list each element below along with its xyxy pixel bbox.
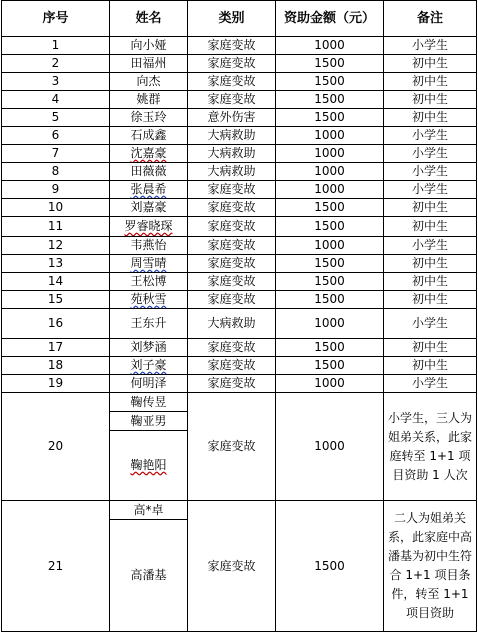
table-row (2, 37, 477, 55)
cell-no: 6 (2, 127, 110, 145)
cell-category: 家庭变故 (188, 273, 276, 291)
table-row (2, 127, 477, 145)
cell-no: 3 (2, 73, 110, 91)
cell-category: 家庭变故 (188, 339, 276, 357)
cell-name: 高潘基 (110, 520, 188, 632)
cell-amount: 1500 (276, 273, 384, 291)
cell-name: 王东升 (110, 309, 188, 339)
cell-amount: 1000 (276, 163, 384, 181)
cell-note: 小学生 (384, 127, 477, 145)
cell-no: 12 (2, 237, 110, 255)
table-row (2, 273, 477, 291)
cell-note: 初中生 (384, 339, 477, 357)
header-name: 姓名 (110, 1, 188, 37)
cell-no: 15 (2, 291, 110, 309)
name-text: 刘子豪 (130, 358, 167, 372)
cell-name: 高*卓 (110, 501, 188, 520)
table-row (2, 181, 477, 199)
cell-category: 大病救助 (188, 145, 276, 163)
cell-name: 徐玉玲 (110, 109, 188, 127)
cell-no: 8 (2, 163, 110, 181)
cell-note: 小学生 (384, 181, 477, 199)
cell-amount: 1500 (276, 255, 384, 273)
cell-name (110, 217, 188, 237)
cell-no: 4 (2, 91, 110, 109)
cell-note: 小学生 (384, 375, 477, 393)
cell-note: 初中生 (384, 73, 477, 91)
cell-name: 何明泽 (110, 375, 188, 393)
cell-no: 10 (2, 199, 110, 217)
cell-amount: 1500 (276, 109, 384, 127)
header-category: 类别 (188, 1, 276, 37)
cell-amount: 1000 (276, 181, 384, 199)
cell-no: 18 (2, 357, 110, 375)
cell-category: 意外伤害 (188, 109, 276, 127)
cell-name (110, 431, 188, 501)
cell-no: 14 (2, 273, 110, 291)
cell-amount: 1500 (276, 91, 384, 109)
cell-name: 鞠传昱 (110, 393, 188, 412)
cell-name: 王松博 (110, 273, 188, 291)
cell-note: 初中生 (384, 199, 477, 217)
cell-note: 小学生，三人为姐弟关系，此家庭转至 1+1 项目资助 1 人次 (384, 393, 477, 501)
cell-amount: 1000 (276, 127, 384, 145)
cell-category: 家庭变故 (188, 181, 276, 199)
cell-category: 家庭变故 (188, 55, 276, 73)
cell-name: 刘梦涵 (110, 339, 188, 357)
cell-note: 初中生 (384, 217, 477, 237)
cell-no: 2 (2, 55, 110, 73)
cell-category: 家庭变故 (188, 291, 276, 309)
table-row (2, 339, 477, 357)
cell-amount: 1000 (276, 145, 384, 163)
table-row (2, 375, 477, 393)
cell-name (110, 145, 188, 163)
cell-amount: 1500 (276, 339, 384, 357)
cell-name: 姚群 (110, 91, 188, 109)
cell-no: 9 (2, 181, 110, 199)
table-row (2, 255, 477, 273)
cell-note: 小学生 (384, 309, 477, 339)
header-row (2, 1, 477, 37)
cell-note: 初中生 (384, 109, 477, 127)
table-row-group-21 (2, 501, 477, 520)
cell-category: 家庭变故 (188, 501, 276, 632)
aid-table (1, 0, 477, 632)
cell-note: 小学生 (384, 237, 477, 255)
table-row (2, 145, 477, 163)
table-row (2, 357, 477, 375)
cell-category: 家庭变故 (188, 375, 276, 393)
table-row (2, 163, 477, 181)
cell-category: 大病救助 (188, 163, 276, 181)
table-row (2, 309, 477, 339)
cell-name: 向杰 (110, 73, 188, 91)
name-text: 张晨希 (130, 182, 167, 196)
cell-no: 19 (2, 375, 110, 393)
cell-category: 大病救助 (188, 309, 276, 339)
cell-category: 家庭变故 (188, 91, 276, 109)
cell-amount: 1500 (276, 357, 384, 375)
cell-name: 田福州 (110, 55, 188, 73)
cell-amount: 1000 (276, 375, 384, 393)
cell-name: 田薇薇 (110, 163, 188, 181)
table-row (2, 73, 477, 91)
cell-note: 小学生 (384, 145, 477, 163)
cell-amount: 1000 (276, 237, 384, 255)
cell-no: 17 (2, 339, 110, 357)
cell-note: 初中生 (384, 91, 477, 109)
table-row (2, 291, 477, 309)
header-no: 序号 (2, 1, 110, 37)
cell-name: 鞠亚男 (110, 412, 188, 431)
cell-category: 家庭变故 (188, 237, 276, 255)
table-row-group-20 (2, 393, 477, 412)
cell-amount: 1000 (276, 37, 384, 55)
header-amount: 资助金额（元） (276, 1, 384, 37)
cell-category: 家庭变故 (188, 217, 276, 237)
cell-note: 初中生 (384, 55, 477, 73)
cell-note: 小学生 (384, 163, 477, 181)
cell-name: 韦燕怡 (110, 237, 188, 255)
header-note: 备注 (384, 1, 477, 37)
cell-no: 16 (2, 309, 110, 339)
table-row (2, 237, 477, 255)
table-row (2, 199, 477, 217)
cell-name (110, 357, 188, 375)
cell-note: 初中生 (384, 273, 477, 291)
cell-no: 11 (2, 217, 110, 237)
table-row (2, 91, 477, 109)
name-text: 沈嘉豪 (130, 146, 167, 160)
cell-note: 初中生 (384, 291, 477, 309)
cell-category: 大病救助 (188, 127, 276, 145)
cell-note: 初中生 (384, 255, 477, 273)
name-text: 鞠艳阳 (130, 458, 167, 472)
cell-no: 7 (2, 145, 110, 163)
cell-name (110, 291, 188, 309)
table-row (2, 109, 477, 127)
cell-no: 1 (2, 37, 110, 55)
cell-amount: 1500 (276, 291, 384, 309)
table-row (2, 217, 477, 237)
cell-no: 20 (2, 393, 110, 501)
name-text: 苑秋雪 (130, 292, 167, 306)
name-text: 罗睿晓琛 (124, 219, 173, 233)
cell-category: 家庭变故 (188, 357, 276, 375)
cell-amount: 1500 (276, 501, 384, 632)
cell-note: 小学生 (384, 37, 477, 55)
cell-no: 21 (2, 501, 110, 632)
cell-name (110, 181, 188, 199)
cell-category: 家庭变故 (188, 199, 276, 217)
cell-category: 家庭变故 (188, 255, 276, 273)
cell-amount: 1500 (276, 55, 384, 73)
table-row (2, 55, 477, 73)
cell-amount: 1500 (276, 73, 384, 91)
cell-amount: 1000 (276, 393, 384, 501)
cell-name: 向小娅 (110, 37, 188, 55)
cell-note: 初中生 (384, 357, 477, 375)
cell-category: 家庭变故 (188, 37, 276, 55)
name-text: 周雪晴 (130, 256, 167, 270)
cell-name (110, 255, 188, 273)
cell-note: 二人为姐弟关系，此家庭中高潘基为初中生符合 1+1 项目条件，转至 1+1 项目资助 (384, 501, 477, 632)
cell-name: 刘嘉豪 (110, 199, 188, 217)
cell-amount: 1500 (276, 199, 384, 217)
cell-name: 石成鑫 (110, 127, 188, 145)
cell-no: 13 (2, 255, 110, 273)
cell-amount: 1500 (276, 217, 384, 237)
cell-no: 5 (2, 109, 110, 127)
cell-amount: 1000 (276, 309, 384, 339)
cell-category: 家庭变故 (188, 393, 276, 501)
cell-category: 家庭变故 (188, 73, 276, 91)
